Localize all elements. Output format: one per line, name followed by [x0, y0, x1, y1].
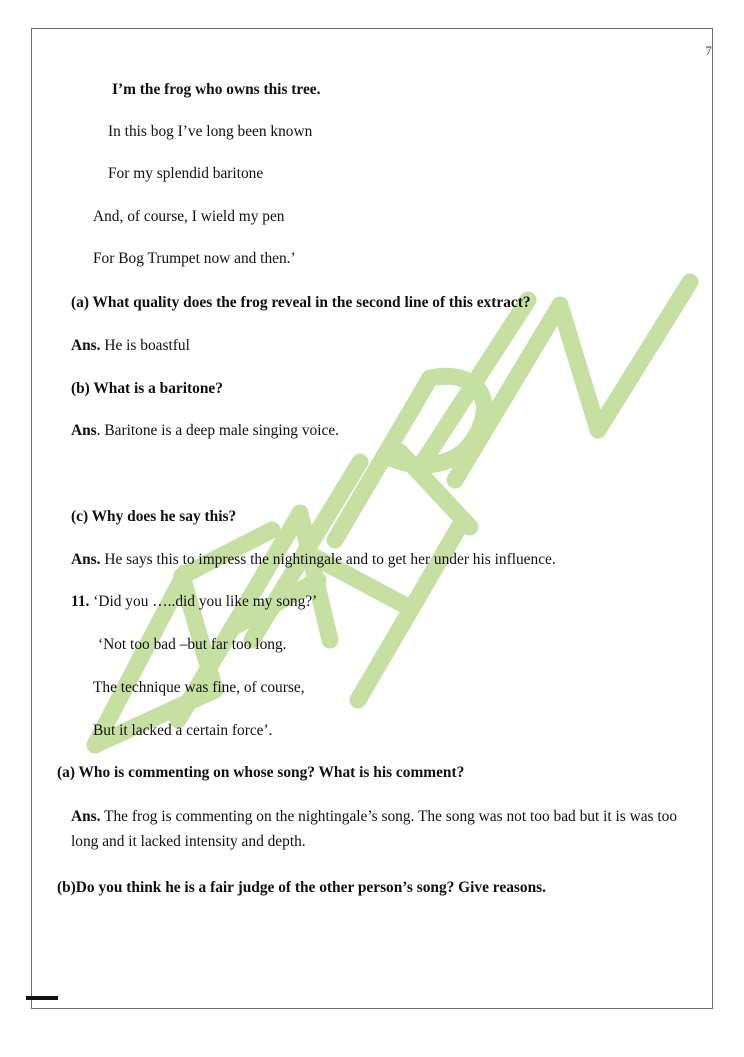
item-eleven-poem-line: The technique was fine, of course, — [93, 679, 305, 696]
item-eleven-quote: ‘Did you …..did you like my song?’ — [89, 593, 318, 610]
question-line: (a) Who is commenting on whose song? What is his comment? — [57, 764, 465, 781]
extract-line: I’m the frog who owns this tree. — [112, 81, 321, 98]
answer-line — [71, 550, 556, 570]
extract-line: In this bog I’ve long been known — [108, 123, 313, 140]
question-line: (b)Do you think he is a fair judge of the other person’s song? Give reasons. — [57, 879, 546, 896]
question-line: (b) What is a baritone? — [71, 380, 223, 397]
item-eleven-poem-line: ‘Not too bad –but far too long. — [98, 636, 287, 653]
extract-line: And, of course, I wield my pen — [93, 208, 285, 225]
extract-line: For my splendid baritone — [108, 165, 264, 182]
answer-text: The frog is commenting on the nightingale’s song. The song was not too bad but it is was too long and it lacked intensity and depth. — [71, 808, 678, 850]
item-eleven-number: 11. — [71, 593, 90, 610]
page-number: 7 — [705, 44, 712, 58]
question-line: (a) What quality does the frog reveal in the second line of this extract? — [71, 294, 531, 311]
question-line: (c) Why does he say this? — [71, 508, 237, 525]
answer-text: He says this to impress the nightingale and to get her under his influence. — [100, 551, 556, 568]
bottom-edge-mark — [26, 996, 58, 1000]
answer-line — [71, 421, 339, 441]
answer-label: Ans — [71, 422, 97, 439]
extract-line: For Bog Trumpet now and then.’ — [93, 250, 296, 267]
answer-text: . Baritone is a deep male singing voice. — [96, 422, 340, 439]
answer-label: Ans. — [71, 808, 101, 825]
answer-text: He is boastful — [100, 337, 190, 354]
answer-label: Ans. — [71, 551, 101, 568]
answer-label: Ans. — [71, 337, 101, 354]
answer-line — [71, 336, 190, 356]
item-eleven-poem-line: But it lacked a certain force’. — [93, 722, 273, 739]
item-eleven-first-line — [71, 592, 317, 612]
answer-line — [71, 805, 691, 854]
